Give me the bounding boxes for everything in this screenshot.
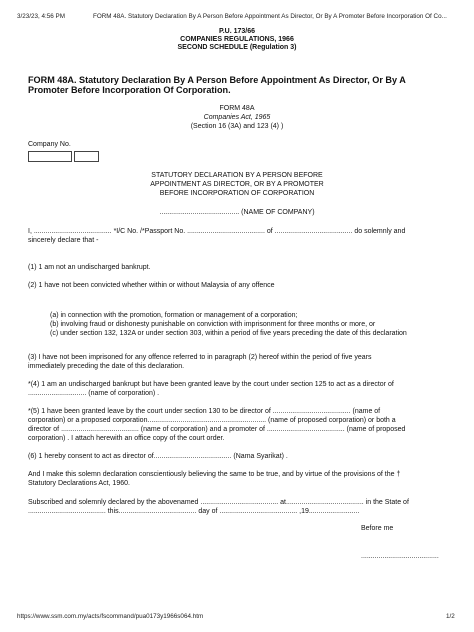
paragraph-2c: (c) under section 132, 132A or under section 303, within a period of five years preceding the date of this declaration [50,330,407,337]
paragraph-3-line2: immediately preceding the date of this declaration. [28,363,185,370]
signature-line: ........................................ [361,553,439,560]
form-number: FORM 48A [219,105,255,112]
declaration-heading-line3: BEFORE INCORPORATION OF CORPORATION [159,190,315,197]
doc-header-schedule: SECOND SCHEDULE (Regulation 3) [177,44,297,51]
company-no-box-2[interactable] [74,151,99,162]
closing-line-2: Statutory Declarations Act, 1960. [28,480,130,487]
paragraph-1: (1) 1 am not an undischarged bankrupt. [28,264,151,271]
paragraph-5-line3: director of ........................................ (name of corporation) and a promoter of ........................................ (name of proposed [28,426,406,433]
doc-header-regulations: COMPANIES REGULATIONS, 1966 [180,36,294,43]
paragraph-3-line1: (3) I have not been imprisoned for any offence referred to in paragraph (2) hereof within the period of five years [28,354,372,361]
page-title-line1: FORM 48A. Statutory Declaration By A Person Before Appointment As Director, Or By A [28,75,406,85]
section-reference: (Section 16 (3A) and 123 (4) ) [190,123,284,130]
subscribed-line-1: Subscribed and solemnly declared by the abovenamed ........................................ at........................................ in the State of [28,499,409,506]
subscribed-line-2: ........................................ this........................................ day of ........................................ ,19.......................... [28,508,360,515]
paragraph-4-line2: .............................. (name of corporation) . [28,390,160,397]
paragraph-2: (2) 1 have not been convicted whether within or without Malaysia of any offence [28,282,275,289]
company-no-label: Company No. [28,141,71,148]
doc-header-pu: P.U. 173/66 [218,28,256,35]
before-me-label: Before me [361,525,394,532]
paragraph-6: (6) 1 hereby consent to act as director of........................................ (Nama Syarikat) . [28,453,288,460]
paragraph-5-line2: corporation) or a proposed corporation............................................................. (name of proposed corporation) or both a [28,417,396,424]
print-page-number: 1/2 [446,613,455,620]
company-no-box-1[interactable] [28,151,72,162]
paragraph-4-line1: *(4) 1 am an undischarged bankrupt but have been granted leave by the court under section 125 to act as a director of [28,381,394,388]
print-url[interactable]: https://www.ssm.com.my/acts/fscommand/pua0173y1966s064.htm [17,613,204,620]
paragraph-2a: (a) in connection with the promotion, formation or management of a corporation; [50,312,298,319]
paragraph-2b: (b) involving fraud or dishonesty punishable on conviction with imprisonment for three months or more, or [50,321,376,328]
page-title-line2: Promoter Before Incorporation Of Corporation. [28,85,231,95]
paragraph-5-line1: *(5) 1 have been granted leave by the court under section 130 to be director of ........................................ (name of [28,408,381,415]
intro-line-1: I, ........................................ *I/C No. /*Passport No. ........................................ of ........................................ do solemnly and [28,228,406,235]
declaration-heading-line1: STATUTORY DECLARATION BY A PERSON BEFORE [151,172,323,179]
declaration-heading-line2: APPOINTMENT AS DIRECTOR, OR BY A PROMOTER [150,181,324,188]
paragraph-5-line4: corporation) . I attach herewith an office copy of the court order. [28,435,225,442]
name-of-company-line: ......................................... (NAME OF COMPANY) [159,209,315,216]
print-page-title: FORM 48A. Statutory Declaration By A Person Before Appointment As Director, Or By A Promoter Before Incorporation Of Co... [93,13,447,20]
print-datetime: 3/23/23, 4:56 PM [17,13,65,20]
act-name: Companies Act, 1965 [203,114,271,121]
closing-line-1: And I make this solemn declaration conscientiously believing the same to be true, and by virtue of the provisions of the † [28,471,401,478]
intro-line-2: sincerely declare that - [28,237,99,244]
